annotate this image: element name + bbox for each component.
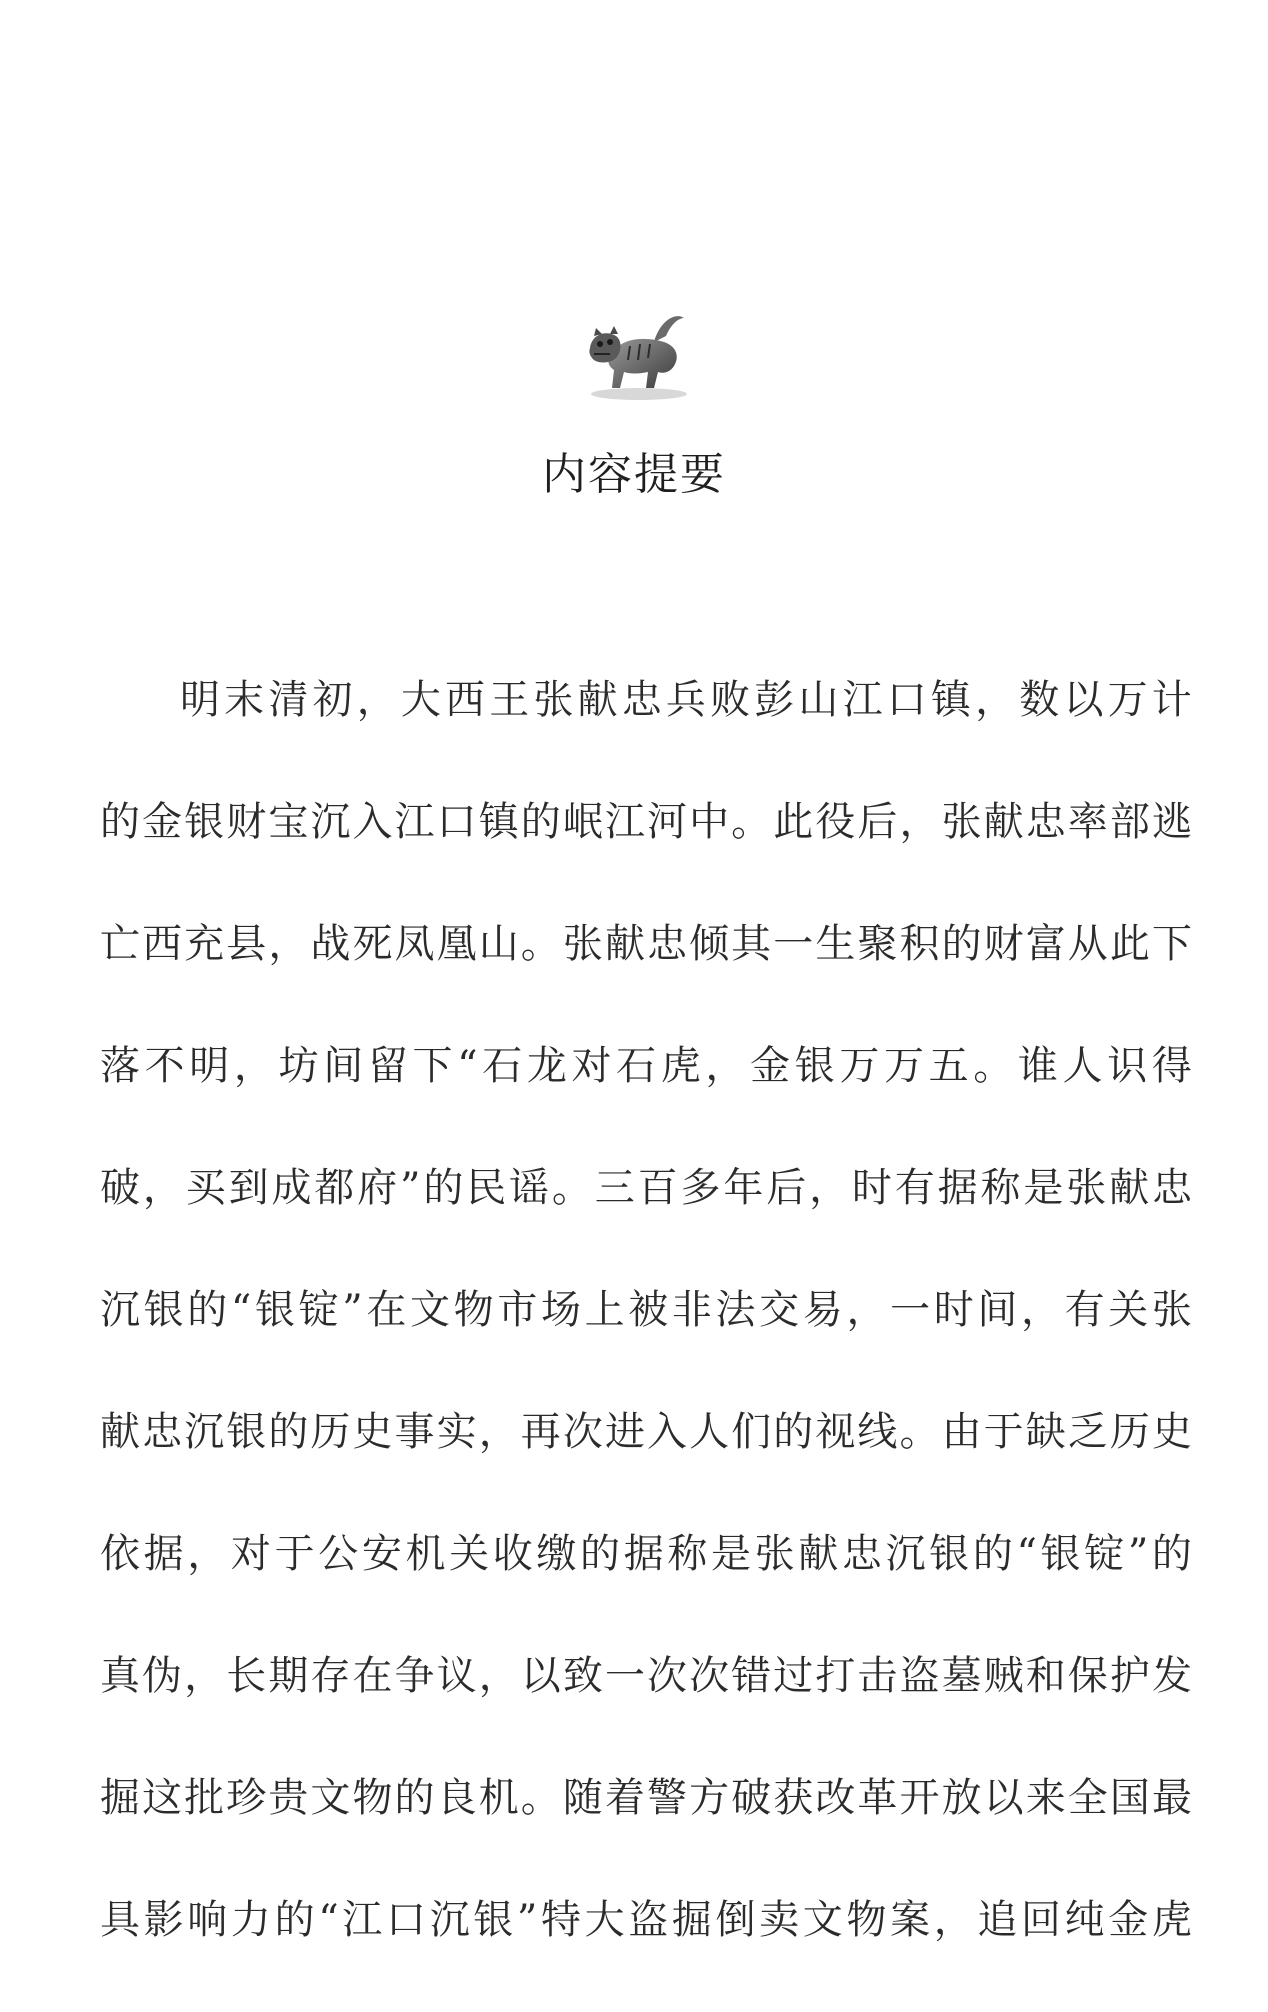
tiger-figurine-icon (584, 308, 694, 404)
text-line: 落 不 明 ， 坊 间 留 下 “ 石 龙 对 石 虎 ， 金 银 万 万 五 。 谁 人 识 得 (100, 1043, 1192, 1089)
summary-body (100, 670, 1192, 2012)
text-line: 沉 银 的 “ 银 锭 ” 在 文 物 市 场 上 被 非 法 交 易 ， 一 时 间 ， 有 关 张 (100, 1287, 1192, 1333)
text-line: 依 据 ， 对 于 公 安 机 关 收 缴 的 据 称 是 张 献 忠 沉 银 的 “ 银 锭 ” 的 (100, 1531, 1192, 1577)
text-line: 掘 这 批 珍 贵 文 物 的 良 机 。 随 着 警 方 破 获 改 革 开 放 以 来 全 国 最 (100, 1775, 1192, 1821)
text-line: 的 金 银 财 宝 沉 入 江 口 镇 的 岷 江 河 中 。 此 役 后 ， 张 献 忠 率 部 逃 (100, 799, 1192, 845)
text-line: 献 忠 沉 银 的 历 史 事 实 ， 再 次 进 入 人 们 的 视 线 。 由 于 缺 乏 历 史 (100, 1409, 1192, 1455)
text-line: 具 影 响 力 的 “ 江 口 沉 银 ” 特 大 盗 掘 倒 卖 文 物 案 ， 追 回 纯 金 虎 (100, 1897, 1192, 1943)
text-line: 破 ， 买 到 成 都 府 ” 的 民 谣 。 三 百 多 年 后 ， 时 有 据 称 是 张 献 忠 (100, 1165, 1192, 1211)
text-line: 明 末 清 初 ， 大 西 王 张 献 忠 兵 败 彭 山 江 口 镇 ， 数 以 万 计 (180, 677, 1192, 723)
text-line: 真 伪 ， 长 期 存 在 争 议 ， 以 致 一 次 次 错 过 打 击 盗 墓 贼 和 保 护 发 (100, 1653, 1192, 1699)
page-title: 内容提要 (542, 449, 726, 500)
text-line: 亡 西 充 县 ， 战 死 凤 凰 山 。 张 献 忠 倾 其 一 生 聚 积 的 财 富 从 此 下 (100, 921, 1192, 967)
